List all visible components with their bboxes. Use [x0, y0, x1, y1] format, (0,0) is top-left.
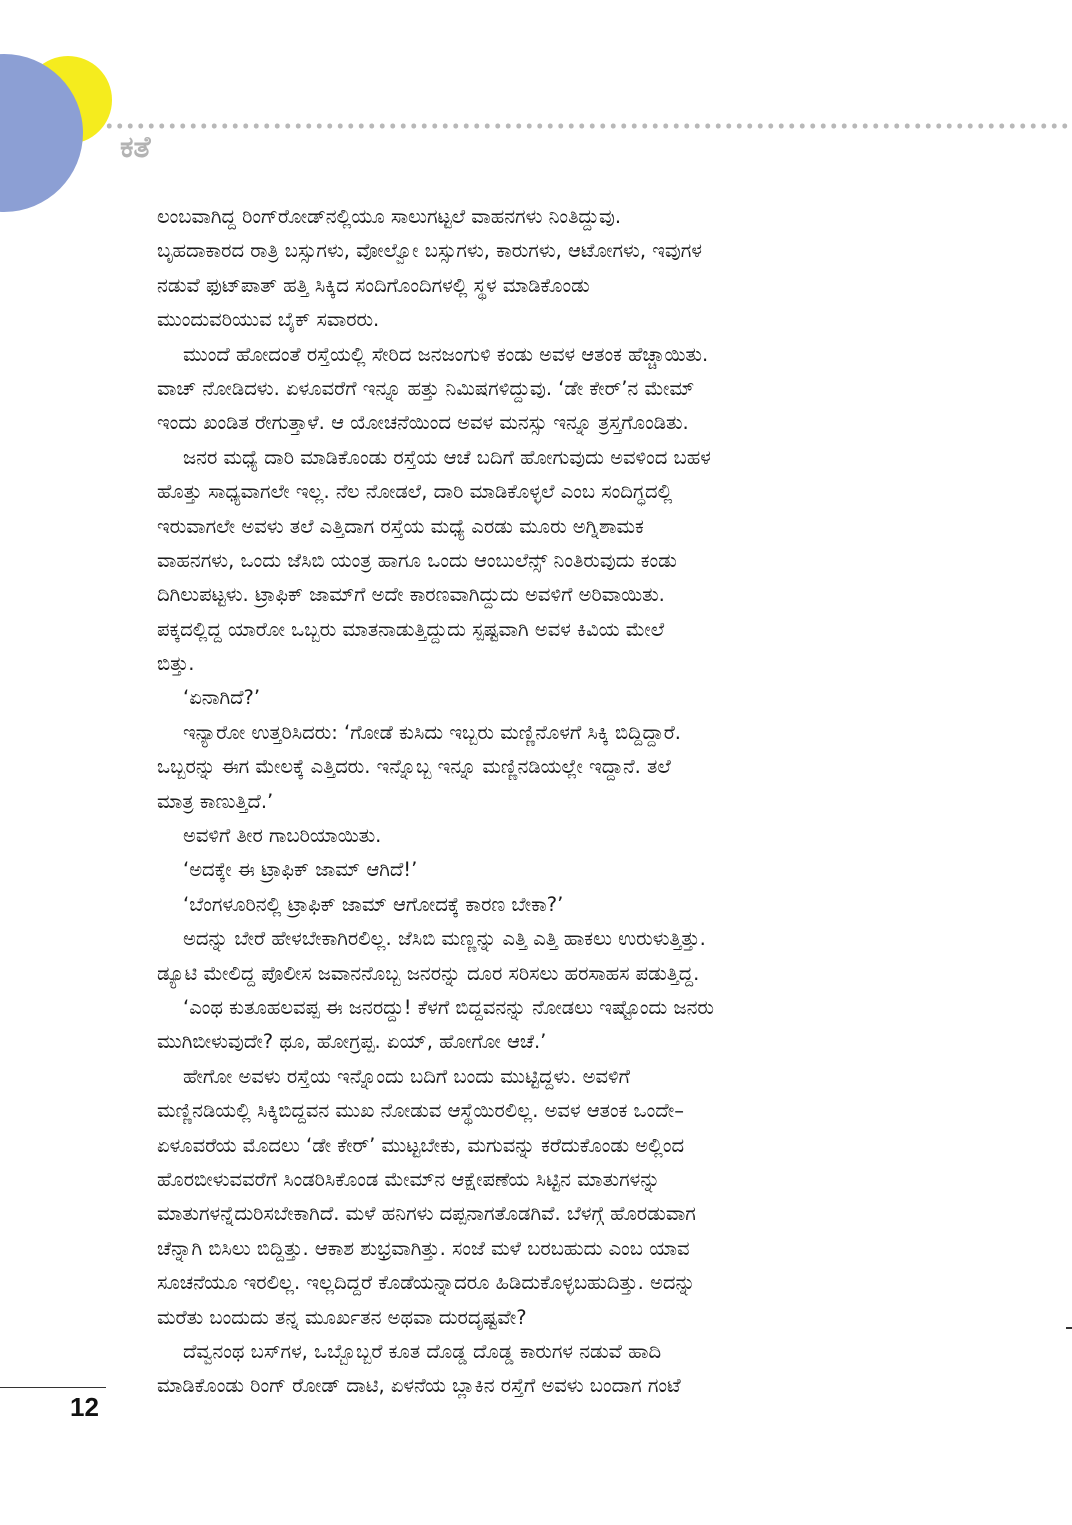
- text-line: ಇಂದು ಖಂಡಿತ ರೇಗುತ್ತಾಳೆ. ಆ ಯೋಚನೆಯಿಂದ ಅವಳ ಮನಸ್ಸು ಇನ್ನೂ ತ್ರಸ್ತಗೊಂಡಿತು.: [157, 411, 689, 435]
- text-line: ಜನರ ಮಧ್ಯೆ ದಾರಿ ಮಾಡಿಕೊಂಡು ರಸ್ತೆಯ ಆಚೆ ಬದಿಗೆ ಹೋಗುವುದು ಅವಳಿಂದ ಬಹಳ: [183, 445, 711, 469]
- text-line: ಮರೆತು ಬಂದುದು ತನ್ನ ಮೂರ್ಖತನ ಅಥವಾ ದುರದೃಷ್ಟವೇ?: [157, 1305, 527, 1329]
- text-line: ಏಳೂವರೆಯ ಮೊದಲು ‘ಡೇ ಕೇರ್’ ಮುಟ್ಟಬೇಕು, ಮಗುವನ್ನು ಕರೆದುಕೊಂಡು ಅಲ್ಲಿಂದ: [157, 1133, 685, 1157]
- margin-mark: [1066, 1327, 1072, 1329]
- text-line: ಪಕ್ಕದಲ್ಲಿದ್ದ ಯಾರೋ ಒಬ್ಬರು ಮಾತನಾಡುತ್ತಿದ್ದುದು ಸ್ಪಷ್ಟವಾಗಿ ಅವಳ ಕಿವಿಯ ಮೇಲೆ: [157, 617, 665, 641]
- text-line: ವಾಚ್ ನೋಡಿದಳು. ಏಳೂವರೆಗೆ ಇನ್ನೂ ಹತ್ತು ನಿಮಿಷಗಳಿದ್ದುವು. ‘ಡೇ ಕೇರ್’ನ ಮೇಮ್: [157, 376, 695, 400]
- text-line: ಮಣ್ಣಿನಡಿಯಲ್ಲಿ ಸಿಕ್ಕಿಬಿದ್ದವನ ಮುಖ ನೋಡುವ ಆಸ್ಥೆಯಿರಲಿಲ್ಲ. ಅವಳ ಆತಂಕ ಒಂದೇ–: [157, 1099, 685, 1123]
- text-line: ಬಿತ್ತು.: [157, 652, 195, 676]
- text-line: ಮುಗಿಬೀಳುವುದೇ? ಥೂ, ಹೋಗ್ರಪ್ಪ. ಏಯ್, ಹೋಗೋ ಆಚೆ.’: [157, 1030, 547, 1054]
- section-title: ಕತೆ: [120, 130, 151, 165]
- text-line: ಹೇಗೋ ಅವಳು ರಸ್ತೆಯ ಇನ್ನೊಂದು ಬದಿಗೆ ಬಂದು ಮುಟ್ಟಿದ್ದಳು. ಅವಳಿಗೆ: [183, 1064, 630, 1088]
- text-line: ಲಂಬವಾಗಿದ್ದ ರಿಂಗ್‌ರೋಡ್‌ನಲ್ಲಿಯೂ ಸಾಲುಗಟ್ಟಲೆ ವಾಹನಗಳು ನಿಂತಿದ್ದುವು.: [157, 205, 622, 228]
- text-line: ಸೂಚನೆಯೂ ಇರಲಿಲ್ಲ. ಇಲ್ಲದಿದ್ದರೆ ಕೊಡೆಯನ್ನಾದರೂ ಹಿಡಿದುಕೊಳ್ಳಬಹುದಿತ್ತು. ಅದನ್ನು: [157, 1271, 696, 1295]
- text-line: ‘ಎಂಥ ಕುತೂಹಲವಪ್ಪ ಈ ಜನರದ್ದು! ಕೆಳಗೆ ಬಿದ್ದವನನ್ನು ನೋಡಲು ಇಷ್ಟೊಂದು ಜನರು: [183, 995, 714, 1019]
- text-line: ಮುಂದೆ ಹೋದಂತೆ ರಸ್ತೆಯಲ್ಲಿ ಸೇರಿದ ಜನಜಂಗುಳಿ ಕಂಡು ಅವಳ ಆತಂಕ ಹೆಚ್ಚಾಯಿತು.: [183, 342, 709, 366]
- text-line: ನಡುವೆ ಫುಟ್‌ಪಾತ್ ಹತ್ತಿ ಸಿಕ್ಕಿದ ಸಂದಿಗೊಂದಿಗಳಲ್ಲಿ ಸ್ಥಳ ಮಾಡಿಕೊಂಡು: [157, 273, 590, 297]
- text-line: ಅವಳಿಗೆ ತೀರ ಗಾಬರಿಯಾಯಿತು.: [183, 824, 382, 848]
- page-number: 12: [70, 1392, 99, 1422]
- text-line: ಇರುವಾಗಲೇ ಅವಳು ತಲೆ ಎತ್ತಿದಾಗ ರಸ್ತೆಯ ಮಧ್ಯೆ ಎರಡು ಮೂರು ಅಗ್ನಿಶಾಮಕ: [157, 514, 644, 538]
- text-line: ಒಬ್ಬರನ್ನು ಈಗ ಮೇಲಕ್ಕೆ ಎತ್ತಿದರು. ಇನ್ನೊಬ್ಬ ಇನ್ನೂ ಮಣ್ಣಿನಡಿಯಲ್ಲೇ ಇದ್ದಾನೆ. ತಲೆ: [157, 755, 671, 779]
- text-line: ಇನ್ಯಾರೋ ಉತ್ತರಿಸಿದರು: ‘ಗೋಡೆ ಕುಸಿದು ಇಬ್ಬರು ಮಣ್ಣಿನೊಳಗೆ ಸಿಕ್ಕಿ ಬಿದ್ದಿದ್ದಾರೆ.: [183, 720, 681, 744]
- text-line: ಬೃಹದಾಕಾರದ ರಾತ್ರಿ ಬಸ್ಸುಗಳು, ವೋಲ್ವೋ ಬಸ್ಸುಗಳು, ಕಾರುಗಳು, ಆಟೋಗಳು, ಇವುಗಳ: [157, 239, 702, 263]
- text-line: ಮುಂದುವರಿಯುವ ಬೈಕ್ ಸವಾರರು.: [157, 308, 380, 332]
- text-line: ಮಾಡಿಕೊಂಡು ರಿಂಗ್ ರೋಡ್ ದಾಟಿ, ಏಳನೆಯ ಬ್ಲಾಕಿನ ರಸ್ತೆಗೆ ಅವಳು ಬಂದಾಗ ಗಂಟೆ: [157, 1374, 681, 1398]
- text-line: ಅದನ್ನು ಬೇರೆ ಹೇಳಬೇಕಾಗಿರಲಿಲ್ಲ. ಜೆಸಿಬಿ ಮಣ್ಣನ್ನು ಎತ್ತಿ ಎತ್ತಿ ಹಾಕಲು ಉರುಳುತ್ತಿತ್ತು.: [183, 927, 706, 951]
- text-line: ಹೊರಬೀಳುವವರೆಗೆ ಸಿಂಡರಿಸಿಕೊಂಡ ಮೇಮ್‌ನ ಆಕ್ಷೇಪಣೆಯ ಸಿಟ್ಟಿನ ಮಾತುಗಳನ್ನು: [157, 1167, 660, 1191]
- text-line: ‘ಬೆಂಗಳೂರಿನಲ್ಲಿ ಟ್ರಾಫಿಕ್ ಜಾಮ್ ಆಗೋದಕ್ಕೆ ಕಾರಣ ಬೇಕಾ?’: [183, 892, 564, 916]
- dotted-rule: [104, 123, 1072, 129]
- text-line: ಮಾತ್ರ ಕಾಣುತ್ತಿದೆ.’: [157, 789, 274, 813]
- footer-rule: [0, 1387, 106, 1388]
- text-line: ವಾಹನಗಳು, ಒಂದು ಜೆಸಿಬಿ ಯಂತ್ರ ಹಾಗೂ ಒಂದು ಆಂಬುಲೆನ್ಸ್ ನಿಂತಿರುವುದು ಕಂಡು: [157, 548, 677, 572]
- text-line: ಹೊತ್ತು ಸಾಧ್ಯವಾಗಲೇ ಇಲ್ಲ. ನೆಲ ನೋಡಲೆ, ದಾರಿ ಮಾಡಿಕೊಳ್ಳಲೆ ಎಂಬ ಸಂದಿಗ್ಧದಲ್ಲಿ: [157, 480, 673, 504]
- story-text: [157, 200, 907, 1404]
- text-line: ಡ್ಯೂಟಿ ಮೇಲಿದ್ದ ಪೊಲೀಸ ಜವಾನನೊಬ್ಬ ಜನರನ್ನು ದೂರ ಸರಿಸಲು ಹರಸಾಹಸ ಪಡುತ್ತಿದ್ದ.: [157, 961, 700, 985]
- text-line: ಚೆನ್ನಾಗಿ ಬಿಸಿಲು ಬಿದ್ದಿತ್ತು. ಆಕಾಶ ಶುಭ್ರವಾಗಿತ್ತು. ಸಂಜೆ ಮಳೆ ಬರಬಹುದು ಎಂಬ ಯಾವ: [157, 1236, 690, 1260]
- decorative-circles: [0, 0, 120, 220]
- text-line: ದಿಗಿಲುಪಟ್ಟಳು. ಟ್ರಾಫಿಕ್ ಜಾಮ್‌ಗೆ ಅದೇ ಕಾರಣವಾಗಿದ್ದುದು ಅವಳಿಗೆ ಅರಿವಾಯಿತು.: [157, 583, 665, 607]
- text-line: ಮಾತುಗಳನ್ನೆದುರಿಸಬೇಕಾಗಿದೆ. ಮಳೆ ಹನಿಗಳು ದಪ್ಪನಾಗತೊಡಗಿವೆ. ಬೆಳಗ್ಗೆ ಹೊರಡುವಾಗ: [157, 1202, 696, 1226]
- text-line: ದೆವ್ವನಂಥ ಬಸ್‌ಗಳ, ಒಬ್ಬೊಬ್ಬರೆ ಕೂತ ದೊಡ್ಡ ದೊಡ್ಡ ಕಾರುಗಳ ನಡುವೆ ಹಾದಿ: [183, 1339, 662, 1363]
- text-line: ‘ಏನಾಗಿದೆ?’: [183, 686, 261, 710]
- text-line: ‘ಅದಕ್ಕೇ ಈ ಟ್ರಾಫಿಕ್ ಜಾಮ್ ಆಗಿದೆ!’: [183, 858, 418, 882]
